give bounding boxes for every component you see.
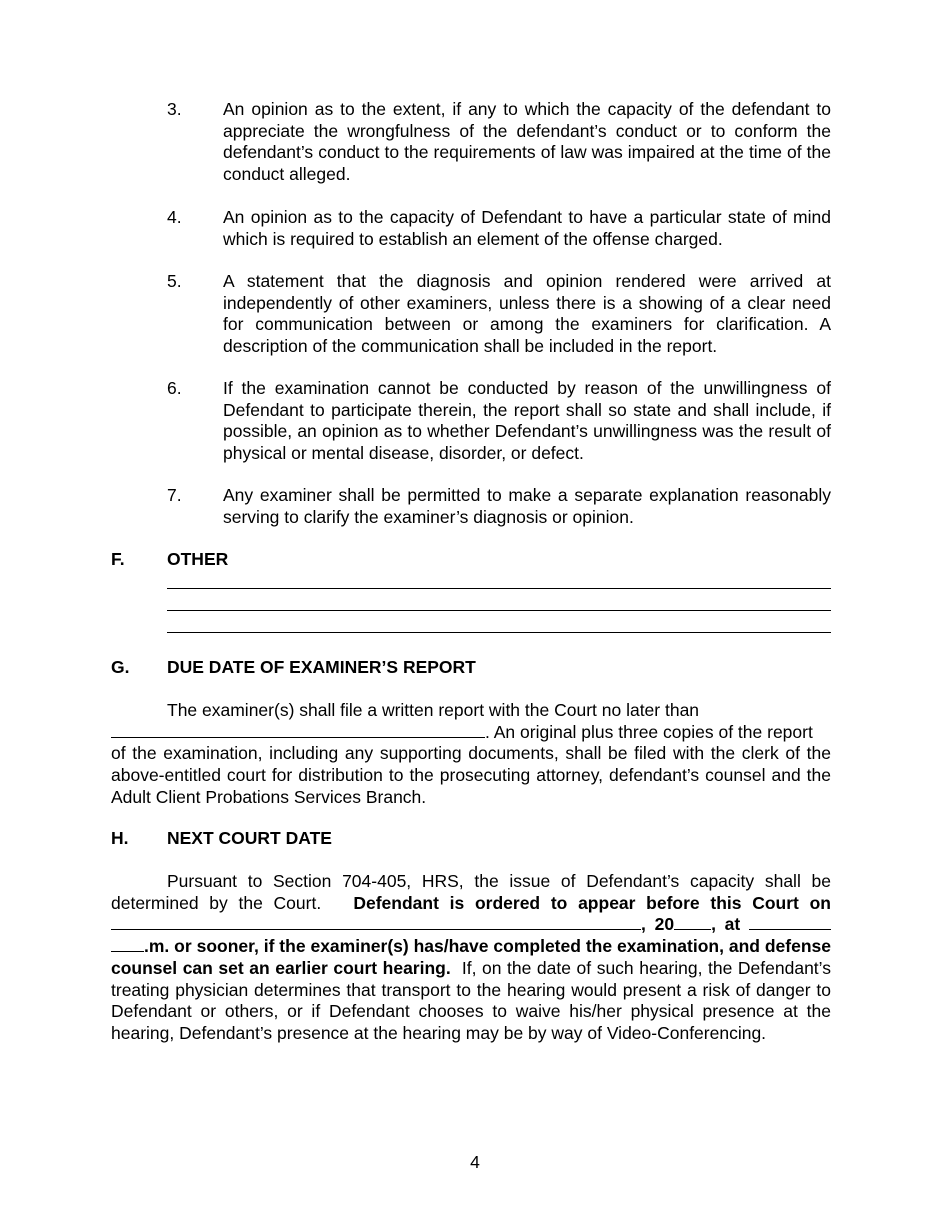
section-letter: H. — [111, 828, 129, 848]
video-conferencing-text: If, on the date of such hearing, the Defendant’s treating physician determines that transport to the hearing would present a risk of danger to Defendant or others, or if Defendant chooses to waive his/her physical presence at the hearing, Defendant’s presence at the hearing may be by way of Video-Conferencing. — [111, 957, 831, 1043]
appear-order: Defendant is ordered to appear before this Court on — [353, 892, 831, 913]
list-item — [167, 99, 831, 186]
item-number: 4. — [167, 207, 182, 227]
list-item — [167, 378, 831, 465]
report-due-line1: The examiner(s) shall file a written report with the Court no later than — [167, 700, 700, 720]
due-date-blank[interactable] — [111, 722, 485, 738]
year-blank[interactable] — [674, 914, 711, 930]
report-due-rest: of the examination, including any supporting documents, shall be filed with the clerk of the above-entitled court for distribution to the prosecuting attorney, defendant’s counsel and the Adult Client Probations Services Branch. — [111, 743, 831, 807]
item-number: 3. — [167, 99, 182, 119]
item-text: A statement that the diagnosis and opinion rendered were arrived at independently of other examiners, unless there is a showing of a clear need for communication between or among the examiners for clarification. A description of the communication shall be included in the report. — [223, 271, 831, 357]
section-f-heading — [111, 549, 831, 571]
court-date-blank[interactable] — [111, 914, 641, 930]
item-text: If the examination cannot be conducted by reason of the unwillingness of Defendant to participate therein, the report shall so state and shall include, if possible, an opinion as to whether Defendant’s unwillingness was the result of physical or mental disease, disorder, or defect. — [223, 378, 831, 464]
blank-line[interactable] — [167, 588, 831, 589]
item-number: 7. — [167, 485, 182, 505]
section-letter: F. — [111, 549, 125, 569]
item-number: 6. — [167, 378, 182, 398]
item-text: An opinion as to the extent, if any to which the capacity of the defendant to appreciate the wrongfulness of the defendant’s conduct or to conform the defendant’s conduct to the requirements of law was impaired at the time of the conduct alleged. — [223, 99, 831, 185]
blank-line[interactable] — [167, 610, 831, 611]
item-text: Any examiner shall be permitted to make a separate explanation reasonably serving to clarify the examiner’s diagnosis or opinion. — [223, 485, 831, 527]
next-court-date-paragraph — [111, 871, 831, 1045]
section-title: OTHER — [167, 549, 229, 569]
section-h-heading — [111, 828, 831, 850]
item-number: 5. — [167, 271, 182, 291]
am-pm-blank[interactable] — [111, 936, 144, 952]
page-number: 4 — [470, 1152, 480, 1172]
list-item — [167, 207, 831, 250]
list-item — [167, 271, 831, 358]
at-text: , at — [711, 914, 741, 935]
blank-line[interactable] — [167, 632, 831, 633]
court-intro: Pursuant to Section 704-405, HRS, the issue of Defendant’s capacity shall be determined by the Court. — [111, 871, 831, 913]
time-blank[interactable] — [749, 914, 831, 930]
report-due-line2: . An original plus three copies of the report — [485, 721, 813, 742]
report-due-paragraph — [111, 700, 831, 809]
section-title: NEXT COURT DATE — [167, 828, 332, 848]
section-letter: G. — [111, 657, 130, 677]
year-prefix: , 20 — [641, 914, 675, 935]
section-g-heading — [111, 657, 831, 679]
item-text: An opinion as to the capacity of Defendant to have a particular state of mind which is required to establish an element of the offense charged. — [223, 207, 831, 249]
appear-order-rest: .m. or sooner, if the examiner(s) has/have completed the examination, and defense counsel can set an earlier court hearing. — [111, 936, 831, 978]
section-title: DUE DATE OF EXAMINER’S REPORT — [167, 657, 476, 677]
list-item — [167, 485, 831, 528]
